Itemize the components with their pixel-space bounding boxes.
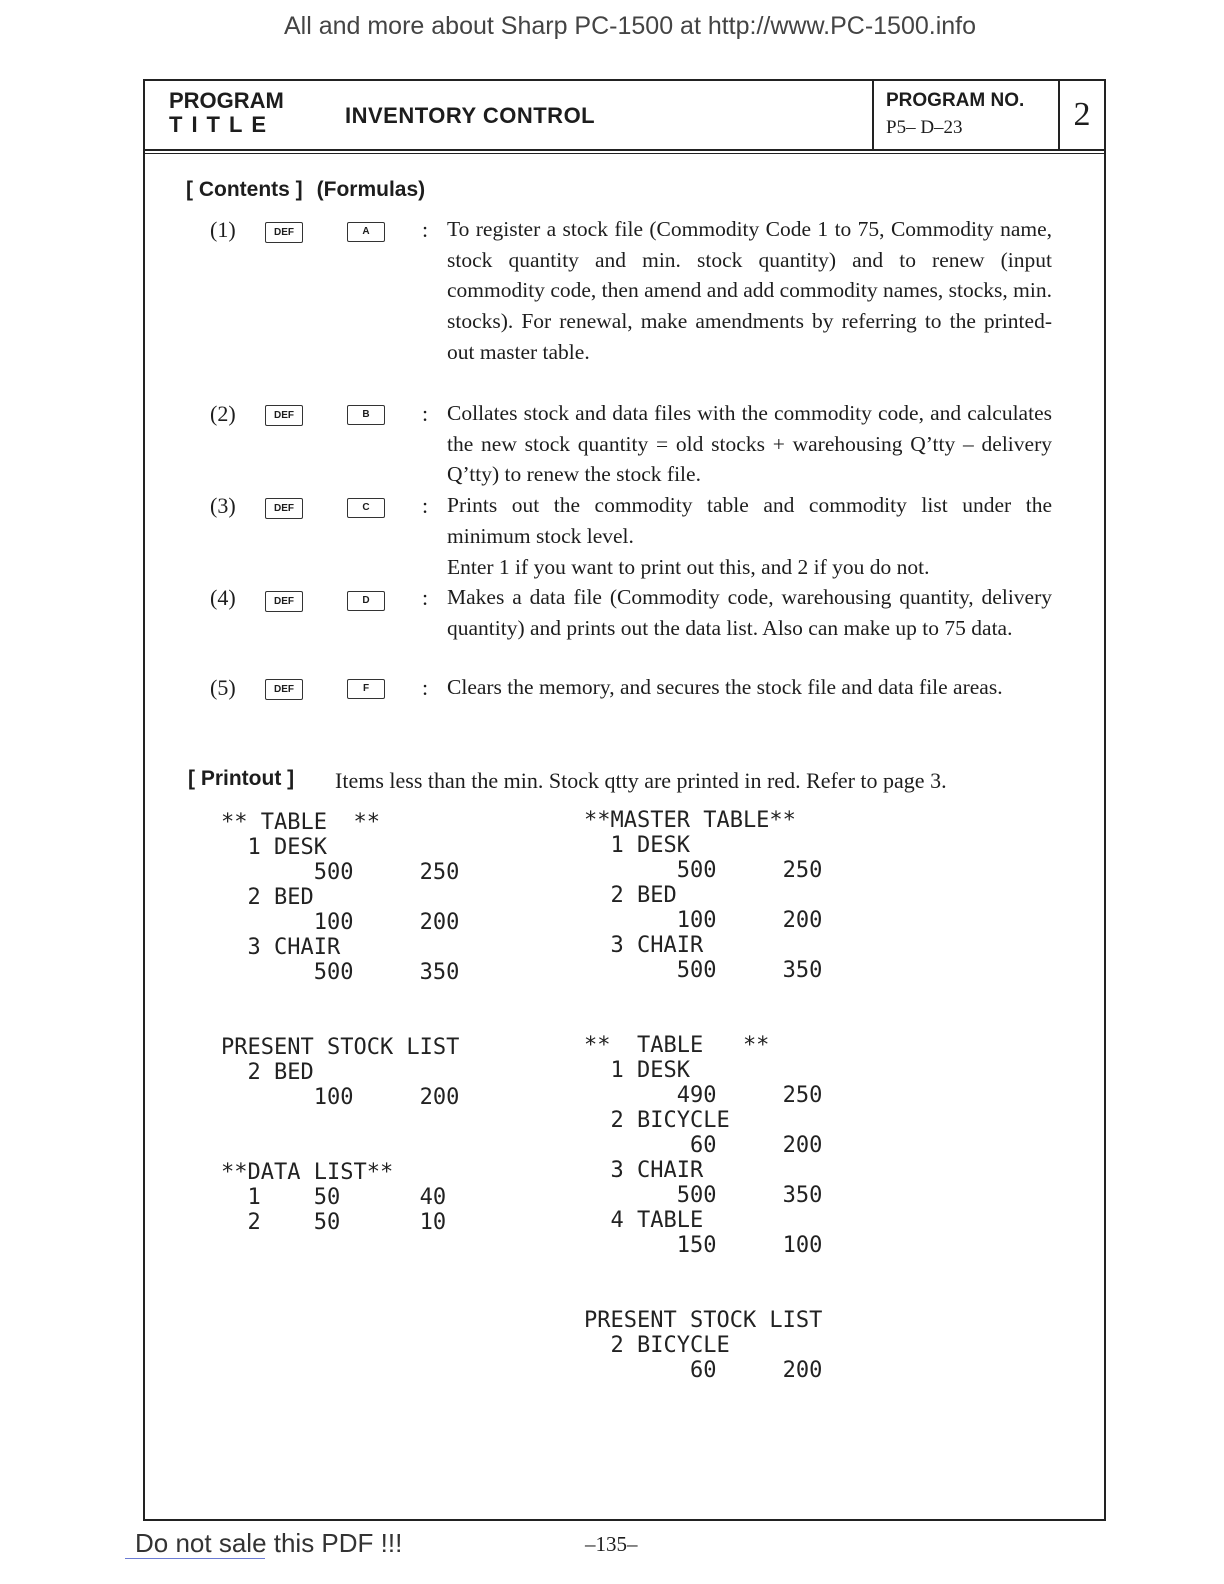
printout-line: 150 100	[584, 1233, 823, 1258]
entry-colon: :	[422, 217, 429, 242]
a-key-icon: A	[347, 222, 385, 242]
printout-heading: [ Printout ]	[188, 767, 295, 790]
entry-description: Collates stock and data files with the commodity code, and calculates the new stock quantity = old stocks + warehousing Q’tty – delivery Q’tty) to renew the stock file.	[447, 401, 1052, 487]
contents-label: [ Contents ]	[186, 178, 303, 201]
printout-line: 100 200	[221, 1085, 460, 1110]
program-number: P5– D–23	[886, 117, 963, 138]
printout-line: **DATA LIST**	[221, 1160, 394, 1185]
printout-line: 500 250	[221, 860, 460, 885]
printout-line: **MASTER TABLE**	[584, 808, 796, 833]
entry-description: To register a stock file (Commodity Code 1 to 75, Commodity name, stock quantity and min. stock quantity) and to renew (input commodity code, then amend and add commodity names, stocks, min. stocks). For renewal, make amendments by referring to the printed-out master table.	[447, 217, 1052, 364]
printout-line: 490 250	[584, 1083, 823, 1108]
def-key-icon: DEF	[265, 222, 303, 243]
printout-line: 3 CHAIR	[584, 1158, 704, 1183]
entry-description: Clears the memory, and secures the stock file and data file areas.	[447, 675, 1003, 699]
entry-number: (5)	[210, 675, 236, 700]
footer-underline	[125, 1558, 265, 1559]
entry-colon: :	[422, 493, 429, 518]
def-key-icon: DEF	[265, 591, 303, 612]
entry-description-note: Enter 1 if you want to print out this, and 2 if you do not.	[447, 555, 930, 579]
title-bar	[145, 81, 1104, 151]
page-number: –135–	[585, 1532, 638, 1556]
footer-notice: Do not sale this PDF !!!	[135, 1528, 403, 1558]
printout-line: 100 200	[584, 908, 823, 933]
program-number-label: PROGRAM NO.	[886, 90, 1025, 111]
site-header-text: All and more about Sharp PC-1500 at http://www.PC-1500.info	[283, 12, 977, 40]
printout-line: ** TABLE **	[221, 810, 380, 835]
program-title-label-line1: PROGRAM	[169, 88, 284, 113]
printout-line: 2 BED	[221, 1060, 314, 1085]
program-title-label	[169, 89, 284, 137]
printout-line: 4 TABLE	[584, 1208, 704, 1233]
printout-line: 500 250	[584, 858, 823, 883]
printout-line: 2 BED	[221, 885, 314, 910]
entry-number: (2)	[210, 401, 236, 426]
printout-line: 1 DESK	[221, 835, 327, 860]
printout-line: 500 350	[584, 1183, 823, 1208]
entry-colon: :	[422, 675, 429, 700]
printout-line: PRESENT STOCK LIST	[221, 1035, 460, 1060]
printout-line: PRESENT STOCK LIST	[584, 1308, 823, 1333]
printout-line: 3 CHAIR	[584, 933, 704, 958]
entry-description: Makes a data file (Commodity code, warehousing quantity, delivery quantity) and prints out the data list. Also can make up to 75 data.	[447, 585, 1052, 640]
def-key-icon: DEF	[265, 405, 303, 426]
printout-line: 500 350	[221, 960, 460, 985]
printout-line: 2 BED	[584, 883, 677, 908]
printout-line: 60 200	[584, 1358, 823, 1383]
entry-description: Prints out the commodity table and commodity list under the minimum stock level.	[447, 493, 1052, 548]
program-number-box	[872, 81, 1060, 149]
printout-line: 100 200	[221, 910, 460, 935]
contents-heading	[186, 178, 425, 202]
entry-number: (3)	[210, 493, 236, 518]
def-key-icon: DEF	[265, 498, 303, 519]
title-divider	[145, 153, 1104, 154]
program-title: INVENTORY CONTROL	[345, 103, 596, 128]
printout-line: ** TABLE **	[584, 1033, 770, 1058]
b-key-icon: B	[347, 405, 385, 425]
printout-line: 1 50 40	[221, 1185, 447, 1210]
printout-line: 1 DESK	[584, 833, 690, 858]
def-key-icon: DEF	[265, 679, 303, 700]
entry-colon: :	[422, 585, 429, 610]
c-key-icon: C	[347, 498, 385, 518]
printout-note: Items less than the min. Stock qtty are printed in red. Refer to page 3.	[335, 768, 947, 793]
formulas-label: (Formulas)	[316, 178, 426, 201]
printout-line: 2 BICYCLE	[584, 1333, 730, 1358]
entry-colon: :	[422, 401, 429, 426]
printout-line: 60 200	[584, 1133, 823, 1158]
entry-number: (4)	[210, 585, 236, 610]
printout-line: 1 DESK	[584, 1058, 690, 1083]
f-key-icon: F	[347, 679, 385, 699]
printout-line: 2 BICYCLE	[584, 1108, 730, 1133]
program-title-label-line2: TITLE	[169, 112, 276, 137]
page-tag: 2	[1073, 96, 1091, 133]
d-key-icon: D	[347, 591, 385, 611]
printout-line: 500 350	[584, 958, 823, 983]
entry-number: (1)	[210, 217, 236, 242]
printout-line: 3 CHAIR	[221, 935, 341, 960]
printout-line: 2 50 10	[221, 1210, 447, 1235]
